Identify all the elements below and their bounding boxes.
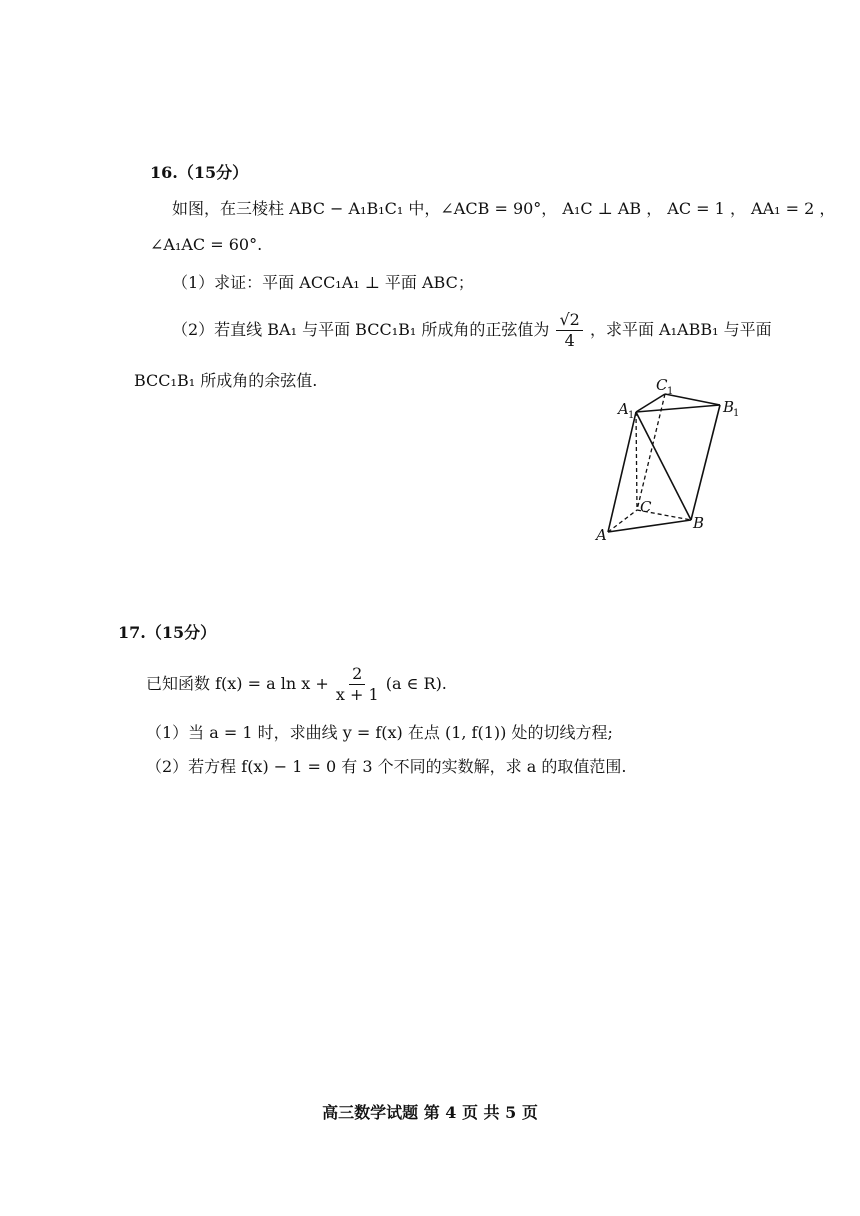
edge-A1B1 — [636, 405, 720, 412]
q17-stem — [146, 664, 447, 705]
label-C1-sub: 1 — [667, 386, 674, 397]
prism-figure — [590, 372, 740, 547]
q16-part2-before: （2）若直线 BA₁ 与平面 BCC₁B₁ 所成角的正弦值为 — [172, 320, 550, 339]
label-A: A — [596, 526, 607, 544]
q17-frac-denominator: x + 1 — [335, 685, 379, 704]
q17-fraction — [336, 664, 379, 705]
q17-frac-numerator: 2 — [349, 664, 365, 685]
page-footer: 高三数学试题 第 4 页 共 5 页 — [322, 1103, 538, 1122]
q16-stem-line1: 如图，在三棱柱 ABC − A₁B₁C₁ 中，∠ACB = 90°， A₁C ⊥ AB ， AC = 1 ， AA₁ = 2 ， — [172, 199, 836, 218]
q17-stem-before: 已知函数 f(x) = a ln x + — [146, 674, 329, 693]
label-B1: B — [723, 398, 735, 416]
q16-part2-line2: BCC₁B₁ 所成角的余弦值. — [134, 371, 318, 390]
q17-part1: （1）当 a = 1 时，求曲线 y = f(x) 在点 (1, f(1)) 处的切线方程; — [146, 723, 613, 742]
q16-frac-denominator: 4 — [564, 331, 575, 350]
q16-stem-line2: ∠A₁AC = 60°. — [150, 235, 263, 254]
q16-sine-fraction — [556, 310, 582, 351]
edge-A1C-hidden — [636, 412, 637, 510]
q17-stem-after: (a ∈ R). — [385, 674, 447, 693]
label-C1: C — [656, 376, 668, 394]
q16-part2-line1 — [172, 310, 772, 351]
label-C: C — [640, 498, 652, 516]
q17-header: 17.（15分） — [118, 623, 217, 642]
q17-part2: （2）若方程 f(x) − 1 = 0 有 3 个不同的实数解，求 a 的取值范围. — [146, 757, 627, 776]
label-A1: A — [618, 400, 629, 418]
label-B1-sub: 1 — [733, 408, 740, 419]
label-A1-sub: 1 — [628, 410, 635, 421]
edge-B1B — [691, 405, 720, 520]
q16-frac-numerator: √2 — [556, 310, 582, 331]
q16-part2-after: ，求平面 A₁ABB₁ 与平面 — [589, 320, 772, 339]
q16-part1: （1）求证：平面 ACC₁A₁ ⊥ 平面 ABC； — [172, 273, 474, 292]
q16-header: 16.（15分） — [150, 163, 249, 182]
label-B: B — [693, 514, 705, 532]
